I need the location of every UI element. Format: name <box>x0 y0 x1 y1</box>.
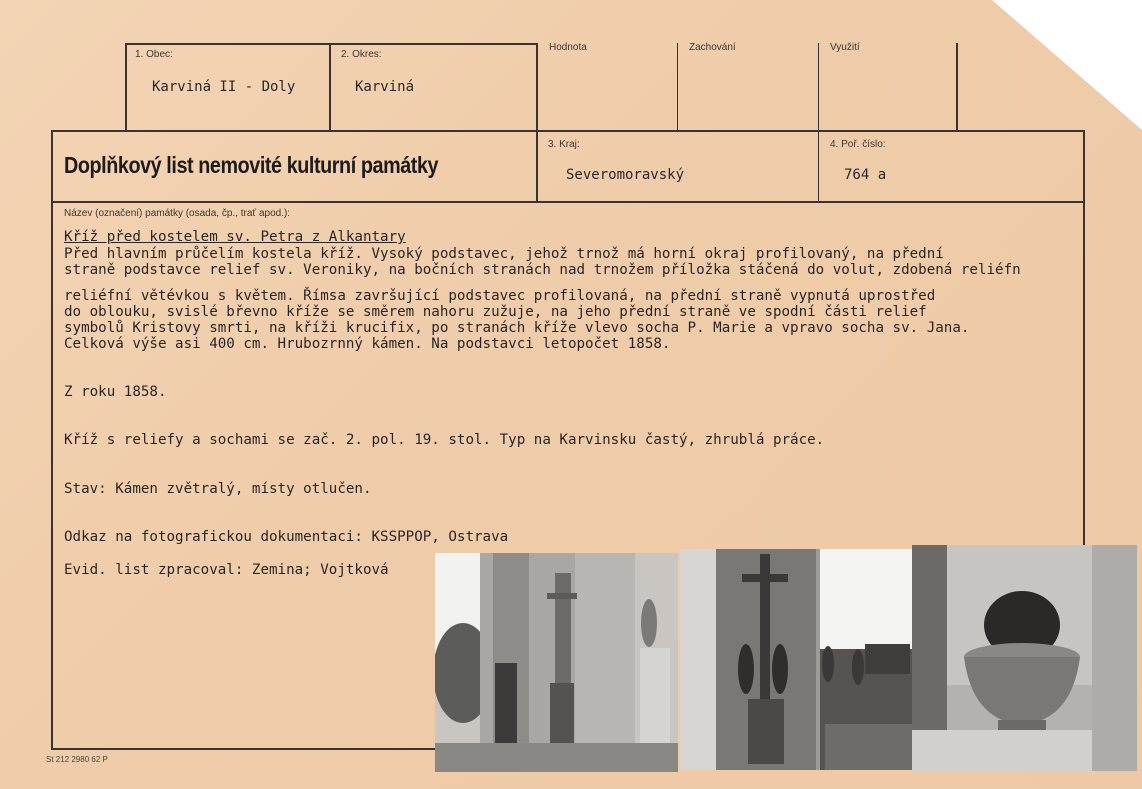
hodnota-label: Hodnota <box>549 42 587 53</box>
kraj-label: 3. Kraj: <box>548 139 580 150</box>
rule <box>51 201 1084 203</box>
rule <box>125 43 537 45</box>
photo-church-facade <box>435 553 678 772</box>
por-cislo-label: 4. Poř. číslo: <box>830 139 886 150</box>
kraj-value: Severomoravský <box>566 167 685 183</box>
okres-value: Karviná <box>355 79 415 95</box>
name-label: Název (označení) památky (osada, čp., trať apod.): <box>64 208 291 219</box>
obec-label: 1. Obec: <box>135 49 173 60</box>
description-line: Celková výše asi 400 cm. Hrubozrnný kámen. Na podstavci letopočet 1858. <box>64 336 671 352</box>
okres-label: 2. Okres: <box>341 49 382 60</box>
rule <box>51 130 53 750</box>
author-note: Evid. list zpracoval: Zemina; Vojtková <box>64 562 389 578</box>
rule <box>818 43 819 203</box>
cut-corner <box>992 0 1142 130</box>
rule <box>677 43 678 131</box>
rule <box>125 43 127 131</box>
form-title: Doplňkový list nemovité kulturní památky <box>64 152 439 178</box>
rule <box>956 43 958 131</box>
description-line: do oblouku, svislé břevno kříže se směrem nahoru zužuje, na jeho přední straně ve spodní části relief <box>64 304 927 320</box>
zachovani-label: Zachování <box>689 42 736 53</box>
vyuziti-label: Využití <box>830 42 860 53</box>
style-note: Kříž s reliefy a sochami se zač. 2. pol. 19. stol. Typ na Karvinsku častý, zhrublá práce. <box>64 432 825 448</box>
description-line: straně podstavce relief sv. Veroniky, na bočních stranách nad trnožem příložka stáčená do volut, zdobená reliéfn <box>64 262 1021 278</box>
description-line: Před hlavním průčelím kostela kříž. Vysoký podstavec, jehož trnož má horní okraj profilovaný, na přední <box>64 246 944 262</box>
rule <box>1083 130 1085 548</box>
print-code: St 212 2980 62 P <box>46 755 108 764</box>
rule <box>51 748 435 750</box>
rule <box>536 43 538 203</box>
photo-stone-basin <box>912 545 1137 771</box>
por-cislo-value: 764 a <box>844 167 887 183</box>
photo-cross-statues <box>680 549 912 770</box>
dating: Z roku 1858. <box>64 384 167 400</box>
rule <box>329 43 331 131</box>
photo-reference: Odkaz na fotografickou dokumentaci: KSSPPOP, Ostrava <box>64 529 509 545</box>
state-note: Stav: Kámen zvětralý, místy otlučen. <box>64 481 372 497</box>
obec-value: Karviná II - Doly <box>152 79 296 95</box>
rule <box>51 130 1084 132</box>
description-line: reliéfní větévkou s květem. Římsa završující podstavec profilovaná, na přední straně vypnutá uprostřed <box>64 288 936 304</box>
monument-name: Kříž před kostelem sv. Petra z Alkantary <box>64 229 406 245</box>
description-line: symbolů Kristovy smrti, na kříži krucifix, po stranách kříže vlevo socha P. Marie a vpravo socha sv. Jana. <box>64 320 970 336</box>
